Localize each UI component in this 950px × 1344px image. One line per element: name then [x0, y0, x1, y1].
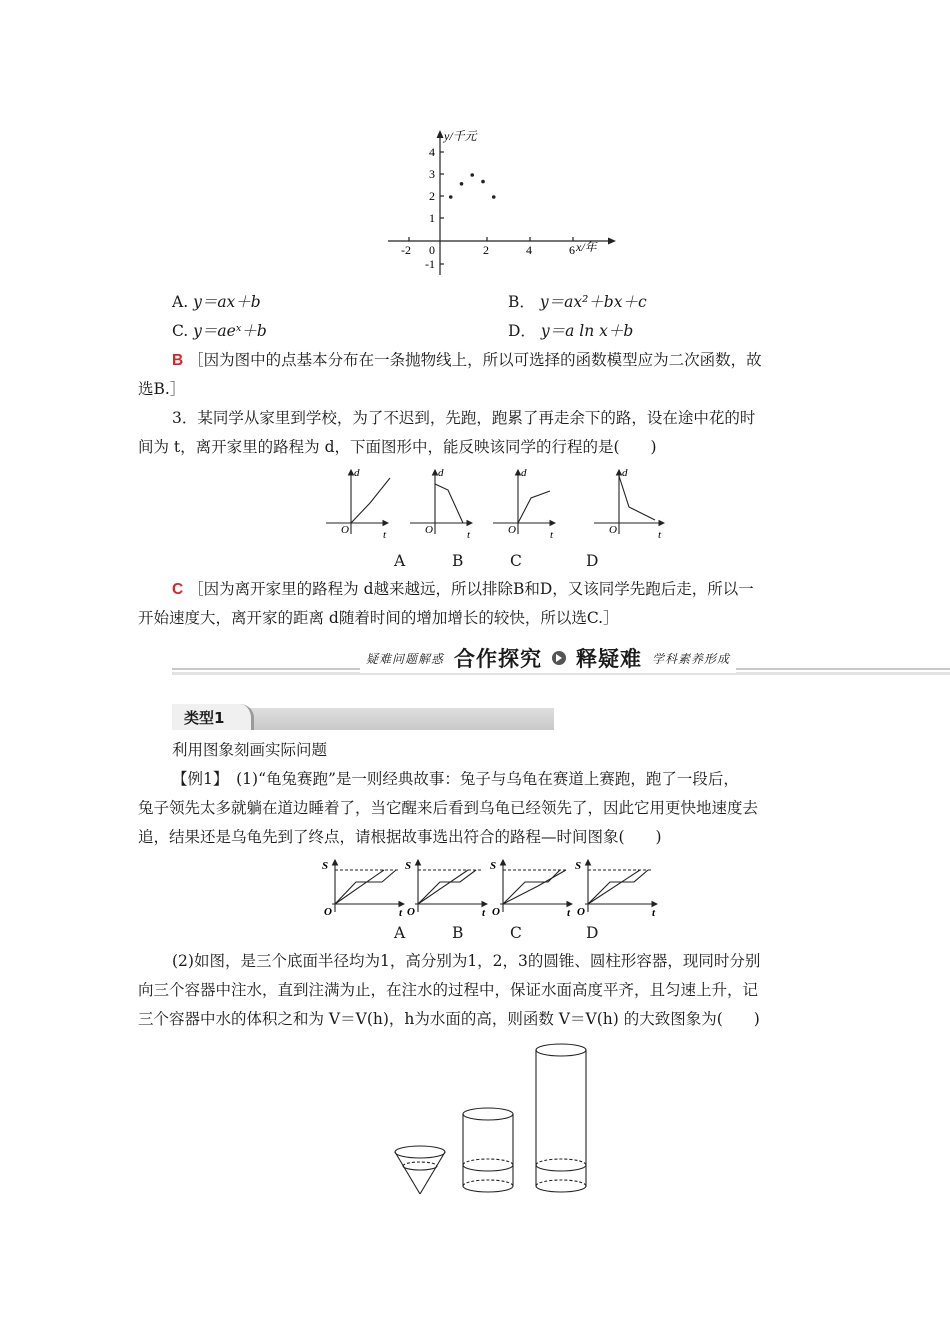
example1-line3: 追，结果还是乌龟先到了终点，请根据故事选出符合的路程—时间图象( ) [138, 828, 662, 846]
ex1-axis-t: t [567, 907, 571, 919]
ex1-graph-b [415, 860, 487, 912]
q3-answer-letter: C [172, 581, 184, 598]
option-d-formula: y＝a ln x＋b [540, 322, 634, 340]
example1-line2: 兔子领先太多就躺在道边睡着了，当它醒来后看到乌龟已经领先了，因此它用更快地速度去 [138, 799, 759, 817]
type1-tab [172, 704, 254, 730]
cylinder-container-tall [536, 1044, 586, 1192]
section-band [360, 643, 736, 673]
ex1-axis-t: t [399, 907, 403, 919]
q2-answer-line2: 选B.］ [138, 380, 186, 398]
x-tick-label: 2 [483, 243, 489, 257]
y-tick-label: -1 [425, 257, 435, 271]
section-band-chevron-icon [552, 651, 566, 665]
y-tick-label: 2 [429, 189, 435, 203]
option-b-label: B． [508, 293, 535, 311]
section-band-right: 学科素养形成 [652, 651, 731, 666]
scatter-point [460, 182, 464, 186]
cylinder-container-medium [463, 1108, 513, 1192]
ex1-origin: O [324, 906, 332, 918]
ex1-label-d: D [586, 924, 599, 942]
option-a-formula: y＝ax＋b [193, 293, 261, 311]
q3-axis-d: d [521, 467, 527, 479]
ex1-graphs [318, 856, 673, 920]
scatter-origin: 0 [429, 243, 435, 257]
q2-answer-text: ［因为图中的点基本分布在一条抛物线上，所以可选择的函数模型应为二次函数，故 [188, 351, 762, 369]
q3-graph-c [493, 470, 555, 534]
ex1-label-b: B [452, 924, 464, 942]
scatter-point [449, 195, 453, 199]
type1-title: 利用图象刻画实际问题 [172, 741, 328, 759]
scatter-xlabel: x/年 [576, 240, 597, 254]
q3-answer-text: ［因为离开家里的路程为 d越来越远，所以排除B和D，又该同学先跑后走，所以一 [188, 580, 754, 598]
option-d [508, 316, 633, 346]
q3-axis-d: d [622, 467, 628, 479]
q3-label-d: D [586, 552, 599, 570]
y-tick-label: 3 [429, 167, 435, 181]
x-tick-label: 4 [526, 243, 532, 257]
ex1-axis-t: t [482, 907, 486, 919]
section-band-left: 疑难问题解惑 [366, 651, 445, 666]
q3-label-b: B [452, 552, 464, 570]
option-b [508, 287, 647, 317]
scatter-ylabel: y/千元 [444, 129, 477, 143]
ex1-label-c: C [510, 924, 522, 942]
scatter-chart [380, 125, 620, 285]
q3-graph-a [326, 470, 390, 534]
q3-label-a: A [394, 552, 406, 570]
x-axis-arrow [608, 238, 616, 245]
q3-graphs [320, 462, 680, 542]
x-tick-label: -2 [401, 243, 411, 257]
y-tick-label: 4 [429, 145, 435, 159]
q3-axis-d: d [438, 467, 444, 479]
q3-axis-t: t [383, 529, 387, 541]
option-c [172, 316, 267, 346]
q2-answer-line1 [172, 345, 762, 376]
scatter-point [470, 173, 474, 177]
scatter-point [481, 180, 485, 184]
q3-graph-d [594, 470, 664, 534]
cone-container [395, 1146, 445, 1194]
example1-part2-line2: 向三个容器中注水，直到注满为止，在注水的过程中，保证水面高度平齐，且匀速上升，记 [138, 981, 759, 999]
ex1-axis-t: t [652, 907, 656, 919]
y-axis-arrow [437, 130, 444, 138]
option-a-label: A. [172, 293, 189, 311]
option-b-formula: y＝ax²＋bx＋c [539, 293, 647, 311]
q2-answer-letter: B [172, 352, 184, 369]
ex1-graph-a [332, 860, 404, 912]
ex1-origin: O [407, 906, 415, 918]
example1-part2-line3: 三个容器中水的体积之和为 V＝V(h)，h为水面的高，则函数 V＝V(h) 的大致图象为( ) [138, 1010, 760, 1028]
ex1-axis-s: S [575, 860, 582, 872]
example1-part2-line1: (2)如图，是三个底面半径均为1，高分别为1，2，3的圆锥、圆柱形容器，现同时分别 [172, 952, 761, 970]
q3-origin: O [508, 524, 516, 536]
option-c-label: C. [172, 322, 189, 340]
section-band-title-a: 合作探究 [454, 647, 543, 671]
q3-label-c: C [510, 552, 522, 570]
ex1-origin: O [492, 906, 500, 918]
ex1-graph-c [500, 860, 572, 912]
ex1-axis-s: S [490, 860, 497, 872]
q3-axis-t: t [467, 529, 471, 541]
y-tick-label: 1 [429, 211, 435, 225]
q3-answer-line2: 开始速度大，离开家的距离 d随着时间的增加增长的较快，所以选C.］ [138, 609, 619, 627]
option-c-formula: y＝aeˣ＋b [193, 322, 267, 340]
example1-line1: 【例1】 (1)“龟兔赛跑”是一则经典故事：兔子与乌龟在赛道上赛跑，跑了一段后， [172, 770, 739, 788]
q3-origin: O [609, 524, 617, 536]
ex1-origin: O [577, 906, 585, 918]
x-tick-label: 6 [569, 243, 575, 257]
ex1-axis-s: S [322, 860, 329, 872]
ex1-label-a: A [394, 924, 406, 942]
q3-axis-t: t [658, 529, 662, 541]
option-d-label: D． [508, 322, 536, 340]
q3-answer-line1 [172, 574, 754, 605]
ex1-axis-s: S [405, 860, 412, 872]
containers-figure [390, 1040, 600, 1200]
scatter-points [449, 173, 496, 199]
section-band-title-b: 释疑难 [576, 647, 643, 671]
q3-line2: 间为 t，离开家里的路程为 d，下面图形中，能反映该同学的行程的是( ) [138, 438, 657, 456]
q3-origin: O [425, 524, 433, 536]
q3-origin: O [341, 524, 349, 536]
ex1-graph-d [585, 860, 657, 912]
type1-label: 类型1 [184, 708, 225, 727]
option-a [172, 287, 261, 317]
q3-graph-b [410, 470, 472, 534]
q3-line1: 3．某同学从家里到学校，为了不迟到，先跑，跑累了再走余下的路，设在途中花的时 [172, 409, 756, 427]
scatter-point [492, 195, 496, 199]
q3-axis-t: t [550, 529, 554, 541]
q3-axis-d: d [354, 467, 360, 479]
